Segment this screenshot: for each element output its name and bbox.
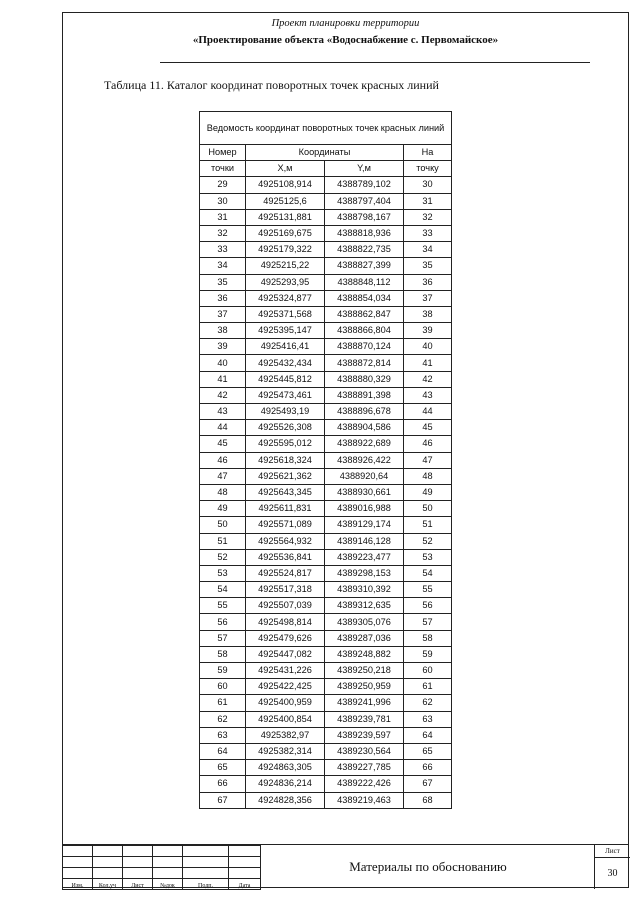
cell-x: 4924836,214 bbox=[246, 776, 325, 792]
cell-to-point: 48 bbox=[404, 468, 452, 484]
cell-x: 4925324,877 bbox=[246, 290, 325, 306]
cell-to-point: 44 bbox=[404, 404, 452, 420]
cell-point: 52 bbox=[200, 549, 246, 565]
cell-point: 53 bbox=[200, 565, 246, 581]
cell-to-point: 34 bbox=[404, 242, 452, 258]
document-section-title: Материалы по обоснованию bbox=[260, 845, 595, 889]
cell-to-point: 64 bbox=[404, 727, 452, 743]
cell-point: 62 bbox=[200, 711, 246, 727]
cell-to-point: 60 bbox=[404, 663, 452, 679]
cell-to-point: 51 bbox=[404, 517, 452, 533]
cell-point: 37 bbox=[200, 306, 246, 322]
cell-y: 4389310,392 bbox=[325, 582, 404, 598]
cell-to-point: 49 bbox=[404, 484, 452, 500]
cell-x: 4925382,97 bbox=[246, 727, 325, 743]
cell-to-point: 67 bbox=[404, 776, 452, 792]
cell-y: 4389287,036 bbox=[325, 630, 404, 646]
cell-point: 58 bbox=[200, 646, 246, 662]
cell-to-point: 62 bbox=[404, 695, 452, 711]
cell-y: 4388926,422 bbox=[325, 452, 404, 468]
cell-to-point: 46 bbox=[404, 436, 452, 452]
cell-point: 42 bbox=[200, 387, 246, 403]
cell-x: 4925621,362 bbox=[246, 468, 325, 484]
cell-point: 56 bbox=[200, 614, 246, 630]
cell-point: 67 bbox=[200, 792, 246, 808]
header-point-number-2: точки bbox=[200, 161, 246, 177]
cell-x: 4925507,039 bbox=[246, 598, 325, 614]
cell-x: 4925416,41 bbox=[246, 339, 325, 355]
cell-x: 4925395,147 bbox=[246, 323, 325, 339]
cell-to-point: 30 bbox=[404, 177, 452, 193]
cell-to-point: 55 bbox=[404, 582, 452, 598]
cell-y: 4388848,112 bbox=[325, 274, 404, 290]
table-row bbox=[200, 549, 452, 565]
cell-point: 48 bbox=[200, 484, 246, 500]
cell-y: 4388797,404 bbox=[325, 193, 404, 209]
table-row bbox=[200, 355, 452, 371]
cell-x: 4925445,812 bbox=[246, 371, 325, 387]
table-row bbox=[200, 565, 452, 581]
cell-point: 49 bbox=[200, 501, 246, 517]
cell-y: 4388896,678 bbox=[325, 404, 404, 420]
stamp-label-quantity: Кол.уч bbox=[93, 879, 123, 890]
header-x: X,м bbox=[246, 161, 325, 177]
cell-x: 4925498,814 bbox=[246, 614, 325, 630]
cell-x: 4924863,305 bbox=[246, 760, 325, 776]
cell-point: 63 bbox=[200, 727, 246, 743]
table-row bbox=[200, 517, 452, 533]
cell-x: 4925493,19 bbox=[246, 404, 325, 420]
cell-x: 4924828,356 bbox=[246, 792, 325, 808]
cell-x: 4925524,817 bbox=[246, 565, 325, 581]
cell-x: 4925131,881 bbox=[246, 209, 325, 225]
cell-y: 4389250,218 bbox=[325, 663, 404, 679]
table-row bbox=[200, 387, 452, 403]
table-body bbox=[200, 177, 452, 808]
header-coordinates: Координаты bbox=[246, 145, 404, 161]
cell-to-point: 41 bbox=[404, 355, 452, 371]
sheet-label: Лист bbox=[595, 845, 630, 858]
sheet-box bbox=[594, 845, 630, 889]
cell-x: 4925564,932 bbox=[246, 533, 325, 549]
cell-x: 4925215,22 bbox=[246, 258, 325, 274]
cell-y: 4388870,124 bbox=[325, 339, 404, 355]
table-row bbox=[200, 452, 452, 468]
table-title: Ведомость координат поворотных точек красных линий bbox=[200, 112, 452, 145]
cell-y: 4388904,586 bbox=[325, 420, 404, 436]
cell-to-point: 61 bbox=[404, 679, 452, 695]
cell-point: 41 bbox=[200, 371, 246, 387]
cell-point: 44 bbox=[200, 420, 246, 436]
table-row bbox=[200, 760, 452, 776]
table-row bbox=[200, 501, 452, 517]
cell-point: 57 bbox=[200, 630, 246, 646]
cell-point: 64 bbox=[200, 743, 246, 759]
cell-point: 65 bbox=[200, 760, 246, 776]
table-row bbox=[200, 646, 452, 662]
table-row bbox=[200, 711, 452, 727]
table-row bbox=[200, 533, 452, 549]
table-row bbox=[200, 598, 452, 614]
cell-x: 4925422,425 bbox=[246, 679, 325, 695]
cell-x: 4925595,012 bbox=[246, 436, 325, 452]
cell-to-point: 68 bbox=[404, 792, 452, 808]
cell-y: 4389230,564 bbox=[325, 743, 404, 759]
cell-point: 54 bbox=[200, 582, 246, 598]
table-row bbox=[200, 679, 452, 695]
cell-x: 4925432,434 bbox=[246, 355, 325, 371]
cell-y: 4389239,781 bbox=[325, 711, 404, 727]
table-row bbox=[200, 339, 452, 355]
table-row bbox=[200, 420, 452, 436]
cell-to-point: 65 bbox=[404, 743, 452, 759]
cell-point: 51 bbox=[200, 533, 246, 549]
cell-y: 4388862,847 bbox=[325, 306, 404, 322]
cell-x: 4925125,6 bbox=[246, 193, 325, 209]
cell-y: 4388822,735 bbox=[325, 242, 404, 258]
cell-y: 4388880,329 bbox=[325, 371, 404, 387]
cell-to-point: 33 bbox=[404, 225, 452, 241]
cell-point: 46 bbox=[200, 452, 246, 468]
table-row bbox=[200, 727, 452, 743]
cell-point: 40 bbox=[200, 355, 246, 371]
cell-y: 4388891,398 bbox=[325, 387, 404, 403]
cell-point: 35 bbox=[200, 274, 246, 290]
cell-y: 4388818,936 bbox=[325, 225, 404, 241]
table-caption: Таблица 11. Каталог координат поворотных точек красных линий bbox=[104, 78, 439, 92]
cell-x: 4925611,831 bbox=[246, 501, 325, 517]
cell-to-point: 37 bbox=[404, 290, 452, 306]
cell-y: 4388872,814 bbox=[325, 355, 404, 371]
cell-x: 4925382,314 bbox=[246, 743, 325, 759]
table-row bbox=[200, 290, 452, 306]
cell-y: 4388920,64 bbox=[325, 468, 404, 484]
cell-y: 4389241,996 bbox=[325, 695, 404, 711]
cell-x: 4925169,675 bbox=[246, 225, 325, 241]
table-row bbox=[200, 663, 452, 679]
cell-point: 39 bbox=[200, 339, 246, 355]
table-row bbox=[200, 404, 452, 420]
cell-y: 4389016,988 bbox=[325, 501, 404, 517]
cell-to-point: 52 bbox=[404, 533, 452, 549]
cell-to-point: 57 bbox=[404, 614, 452, 630]
cell-to-point: 63 bbox=[404, 711, 452, 727]
cell-x: 4925536,841 bbox=[246, 549, 325, 565]
coordinates-table bbox=[199, 111, 452, 809]
cell-point: 60 bbox=[200, 679, 246, 695]
cell-y: 4388930,661 bbox=[325, 484, 404, 500]
table-row bbox=[200, 614, 452, 630]
cell-point: 59 bbox=[200, 663, 246, 679]
cell-y: 4389219,463 bbox=[325, 792, 404, 808]
header-point-number: Номер bbox=[200, 145, 246, 161]
cell-point: 31 bbox=[200, 209, 246, 225]
cell-to-point: 58 bbox=[404, 630, 452, 646]
cell-to-point: 38 bbox=[404, 306, 452, 322]
table-row bbox=[200, 371, 452, 387]
table-row bbox=[200, 582, 452, 598]
cell-x: 4925400,854 bbox=[246, 711, 325, 727]
table-row bbox=[200, 436, 452, 452]
cell-point: 43 bbox=[200, 404, 246, 420]
cell-to-point: 56 bbox=[404, 598, 452, 614]
cell-point: 45 bbox=[200, 436, 246, 452]
stamp-label-date: Дата bbox=[229, 879, 261, 890]
cell-to-point: 66 bbox=[404, 760, 452, 776]
cell-point: 30 bbox=[200, 193, 246, 209]
cell-point: 55 bbox=[200, 598, 246, 614]
cell-x: 4925431,226 bbox=[246, 663, 325, 679]
cell-x: 4925517,318 bbox=[246, 582, 325, 598]
title-block bbox=[62, 844, 629, 889]
cell-point: 50 bbox=[200, 517, 246, 533]
cell-to-point: 50 bbox=[404, 501, 452, 517]
table-row bbox=[200, 258, 452, 274]
table-row bbox=[200, 274, 452, 290]
cell-y: 4389305,076 bbox=[325, 614, 404, 630]
cell-y: 4389146,128 bbox=[325, 533, 404, 549]
cell-to-point: 42 bbox=[404, 371, 452, 387]
table-row bbox=[200, 792, 452, 808]
cell-to-point: 43 bbox=[404, 387, 452, 403]
cell-x: 4925293,95 bbox=[246, 274, 325, 290]
header-to-point-2: точку bbox=[404, 161, 452, 177]
cell-x: 4925371,568 bbox=[246, 306, 325, 322]
table-row bbox=[200, 695, 452, 711]
cell-to-point: 35 bbox=[404, 258, 452, 274]
cell-y: 4389222,426 bbox=[325, 776, 404, 792]
cell-x: 4925643,345 bbox=[246, 484, 325, 500]
cell-x: 4925526,308 bbox=[246, 420, 325, 436]
cell-point: 61 bbox=[200, 695, 246, 711]
cell-to-point: 32 bbox=[404, 209, 452, 225]
cell-y: 4388854,034 bbox=[325, 290, 404, 306]
cell-y: 4389239,597 bbox=[325, 727, 404, 743]
cell-to-point: 47 bbox=[404, 452, 452, 468]
table-row bbox=[200, 177, 452, 193]
cell-x: 4925447,082 bbox=[246, 646, 325, 662]
cell-point: 29 bbox=[200, 177, 246, 193]
cell-point: 36 bbox=[200, 290, 246, 306]
cell-point: 33 bbox=[200, 242, 246, 258]
cell-to-point: 39 bbox=[404, 323, 452, 339]
cell-x: 4925108,914 bbox=[246, 177, 325, 193]
cell-y: 4388866,804 bbox=[325, 323, 404, 339]
cell-y: 4389298,153 bbox=[325, 565, 404, 581]
cell-to-point: 45 bbox=[404, 420, 452, 436]
header-to-point: На bbox=[404, 145, 452, 161]
table-row bbox=[200, 225, 452, 241]
table-row bbox=[200, 630, 452, 646]
sheet-number: 30 bbox=[607, 868, 618, 879]
table-row bbox=[200, 323, 452, 339]
project-title: Проект планировки территории bbox=[271, 18, 420, 29]
cell-to-point: 59 bbox=[404, 646, 452, 662]
table-row bbox=[200, 743, 452, 759]
cell-y: 4389250,959 bbox=[325, 679, 404, 695]
stamp-label-change: Изм. bbox=[63, 879, 93, 890]
cell-point: 32 bbox=[200, 225, 246, 241]
table-row bbox=[200, 193, 452, 209]
cell-y: 4389129,174 bbox=[325, 517, 404, 533]
cell-y: 4389248,882 bbox=[325, 646, 404, 662]
cell-x: 4925400,959 bbox=[246, 695, 325, 711]
table-row bbox=[200, 484, 452, 500]
cell-y: 4388789,102 bbox=[325, 177, 404, 193]
object-title: «Проектирование объекта «Водоснабжение с. Первомайское» bbox=[192, 34, 499, 46]
table-row bbox=[200, 468, 452, 484]
cell-y: 4388798,167 bbox=[325, 209, 404, 225]
revision-grid bbox=[62, 845, 261, 890]
cell-point: 66 bbox=[200, 776, 246, 792]
table-row bbox=[200, 209, 452, 225]
cell-point: 47 bbox=[200, 468, 246, 484]
cell-x: 4925618,324 bbox=[246, 452, 325, 468]
cell-x: 4925179,322 bbox=[246, 242, 325, 258]
cell-to-point: 40 bbox=[404, 339, 452, 355]
header-y: Y,м bbox=[325, 161, 404, 177]
stamp-label-signature: Подп. bbox=[183, 879, 229, 890]
cell-to-point: 31 bbox=[404, 193, 452, 209]
cell-y: 4388922,689 bbox=[325, 436, 404, 452]
cell-to-point: 53 bbox=[404, 549, 452, 565]
cell-x: 4925571,089 bbox=[246, 517, 325, 533]
cell-point: 38 bbox=[200, 323, 246, 339]
stamp-label-sheet: Лист bbox=[123, 879, 153, 890]
stamp-label-doc-number: №док bbox=[153, 879, 183, 890]
cell-to-point: 36 bbox=[404, 274, 452, 290]
table-row bbox=[200, 242, 452, 258]
cell-y: 4389312,635 bbox=[325, 598, 404, 614]
cell-y: 4389223,477 bbox=[325, 549, 404, 565]
table-row bbox=[200, 776, 452, 792]
table-row bbox=[200, 306, 452, 322]
cell-to-point: 54 bbox=[404, 565, 452, 581]
cell-y: 4389227,785 bbox=[325, 760, 404, 776]
cell-y: 4388827,399 bbox=[325, 258, 404, 274]
cell-x: 4925479,626 bbox=[246, 630, 325, 646]
cell-x: 4925473,461 bbox=[246, 387, 325, 403]
cell-point: 34 bbox=[200, 258, 246, 274]
header-divider bbox=[160, 62, 590, 63]
